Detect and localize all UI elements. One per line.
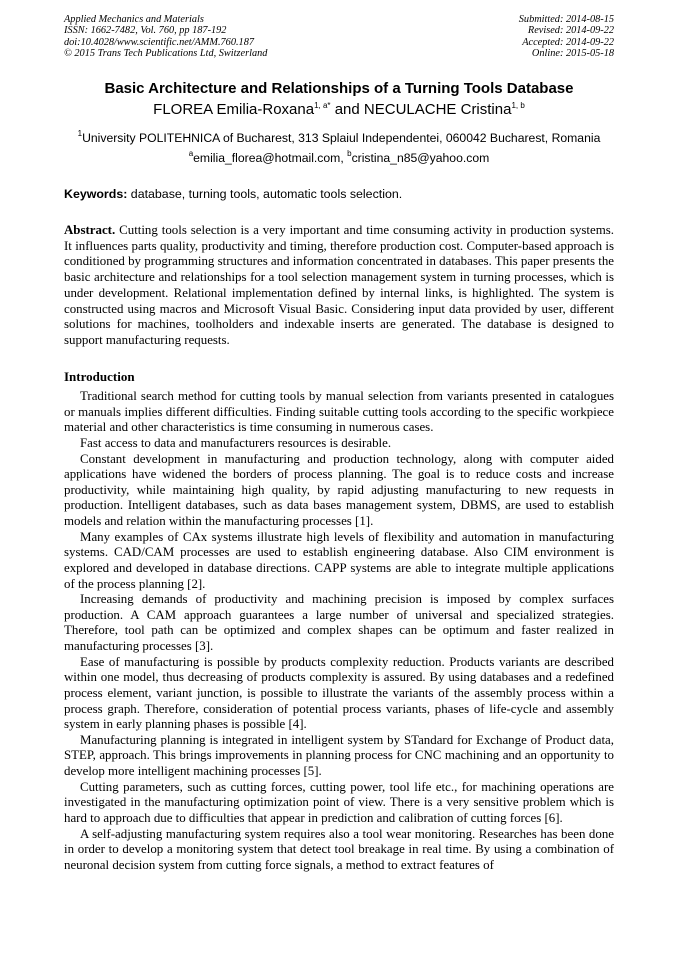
- journal-name: Applied Mechanics and Materials: [64, 14, 204, 25]
- paragraph: Constant development in manufacturing and production technology, along with computer aided applications have widened the borders of process planning. The goal is to reduce costs and increase productivity, while maintaining high quality, by rapid adjusting manufacturing to new requests in production. Intelligent databases, such as data bases management system, DBMS, are used to establish models and relation within the manufacturing processes [1].: [64, 451, 614, 528]
- paper-title: Basic Architecture and Relationships of a Turning Tools Database: [104, 80, 574, 97]
- keywords-text: database, turning tools, automatic tools selection.: [127, 187, 403, 201]
- revised-date: Revised: 2014-09-22: [527, 25, 614, 37]
- author-line: [0, 101, 678, 118]
- author-conj: and: [330, 101, 364, 118]
- author-1: FLOREA Emilia-Roxana: [153, 101, 315, 118]
- abstract-text: Cutting tools selection is a very important and time consuming activity in production systems. It influences parts quality, productivity and timing, therefore production cost. Computer-based approach is conditioned by programming structures and information concentrated in databases. This paper presents the basic architecture and relationships for a tool selection management system in turning processes, which is under development. Relational implementation defined by internal links, is highlighted. The system is constructed using macros and Microsoft Visual Basic. Considering input data provided by user, different solutions for machines, toolholders and indexable inserts are generated. The database is designed to support manufacturing requests.: [64, 223, 614, 347]
- accepted-date: Accepted: 2014-09-22: [522, 36, 614, 48]
- author-2: NECULACHE Cristina: [363, 101, 512, 118]
- affil-text: University POLITEHNICA of Bucharest, 313 Splaiul Independentei, 060042 Bucharest, Romania: [82, 131, 601, 145]
- journal-info: [64, 14, 267, 60]
- paragraph: Increasing demands of productivity and machining precision is imposed by complex surfaces production. A CAM approach guarantees a large number of universal and specialized strategies. Therefore, tool path can be optimized and complex shapes can be optimum and faster realized in manufacturing processes [3].: [64, 592, 614, 653]
- abstract: [64, 223, 614, 349]
- paragraph: A self-adjusting manufacturing system requires also a tool wear monitoring. Researches has been done in order to develop a monitoring system that detect tool breakage in real time. By using a combination of neuronal decision system from cutting force signals, a method to extract features of: [64, 826, 614, 872]
- paragraph: Many examples of CAx systems illustrate high levels of flexibility and automation in manufacturing systems. CAD/CAM processes are used to establish engineering database. Also CIM environment is explored and developed in database directions. CAPP systems are able to integrate multiple applications of the process planning [2].: [64, 529, 614, 591]
- email-b-sup: b: [347, 149, 352, 158]
- journal-issn: ISSN: 1662-7482, Vol. 760, pp 187-192: [64, 25, 227, 37]
- email-a: emilia_florea@hotmail.com: [193, 151, 341, 165]
- introduction-body: [64, 389, 614, 873]
- email-sep: ,: [340, 151, 348, 165]
- keywords: [64, 187, 614, 201]
- paragraph: Manufacturing planning is integrated in intelligent system by STandard for Exchange of Product data, STEP, approach. This brings improvements in planning process for CNC machining and an opportunity to develop more intelligent machining processes [5].: [64, 732, 614, 778]
- online-date: Online: 2015-05-18: [531, 48, 614, 60]
- author-2-affil: 1, b: [511, 101, 525, 110]
- journal-doi: doi:10.4028/www.scientific.net/AMM.760.187: [64, 36, 254, 48]
- journal-copyright: © 2015 Trans Tech Publications Ltd, Switzerland: [64, 48, 268, 60]
- affil-sup: 1: [77, 129, 83, 138]
- abstract-label: Abstract.: [64, 223, 116, 237]
- affiliation: [0, 131, 678, 145]
- paragraph: Cutting parameters, such as cutting forces, cutting power, tool life etc., for machining operations are investigated in the manufacturing optimization point of view. There is a very sensitive problem which is hard to approach due to difficulties that appear in prediction and calibration of cutting forces [6].: [64, 779, 614, 825]
- submitted-date: Submitted: 2014-08-15: [518, 14, 614, 25]
- paragraph: Fast access to data and manufacturers resources is desirable.: [80, 435, 392, 450]
- email-a-sup: a: [188, 149, 194, 158]
- publication-dates: [519, 14, 614, 60]
- section-heading: Introduction: [64, 369, 135, 384]
- paragraph: Traditional search method for cutting tools by manual selection from variants presented in catalogues or manuals implies different difficulties. Finding suitable cutting tools according to the specific workpiece material and other characteristics is time consuming in numerous cases.: [64, 389, 614, 435]
- email-b: cristina_n85@yahoo.com: [351, 151, 490, 165]
- author-1-affil: 1, a*: [314, 101, 331, 110]
- email-line: [0, 151, 678, 165]
- keywords-label: Keywords:: [64, 187, 128, 201]
- paragraph: Ease of manufacturing is possible by products complexity reduction. Products variants are described within one model, thus decreasing of products complexity is assured. By using databases and a redefined process element, variant junction, is possible to illustrate the variants of the assembly process within a process graph. Therefore, consideration of potential process variants, phases of life-cycle and assembly system in early planning phases is possible [4].: [64, 654, 614, 732]
